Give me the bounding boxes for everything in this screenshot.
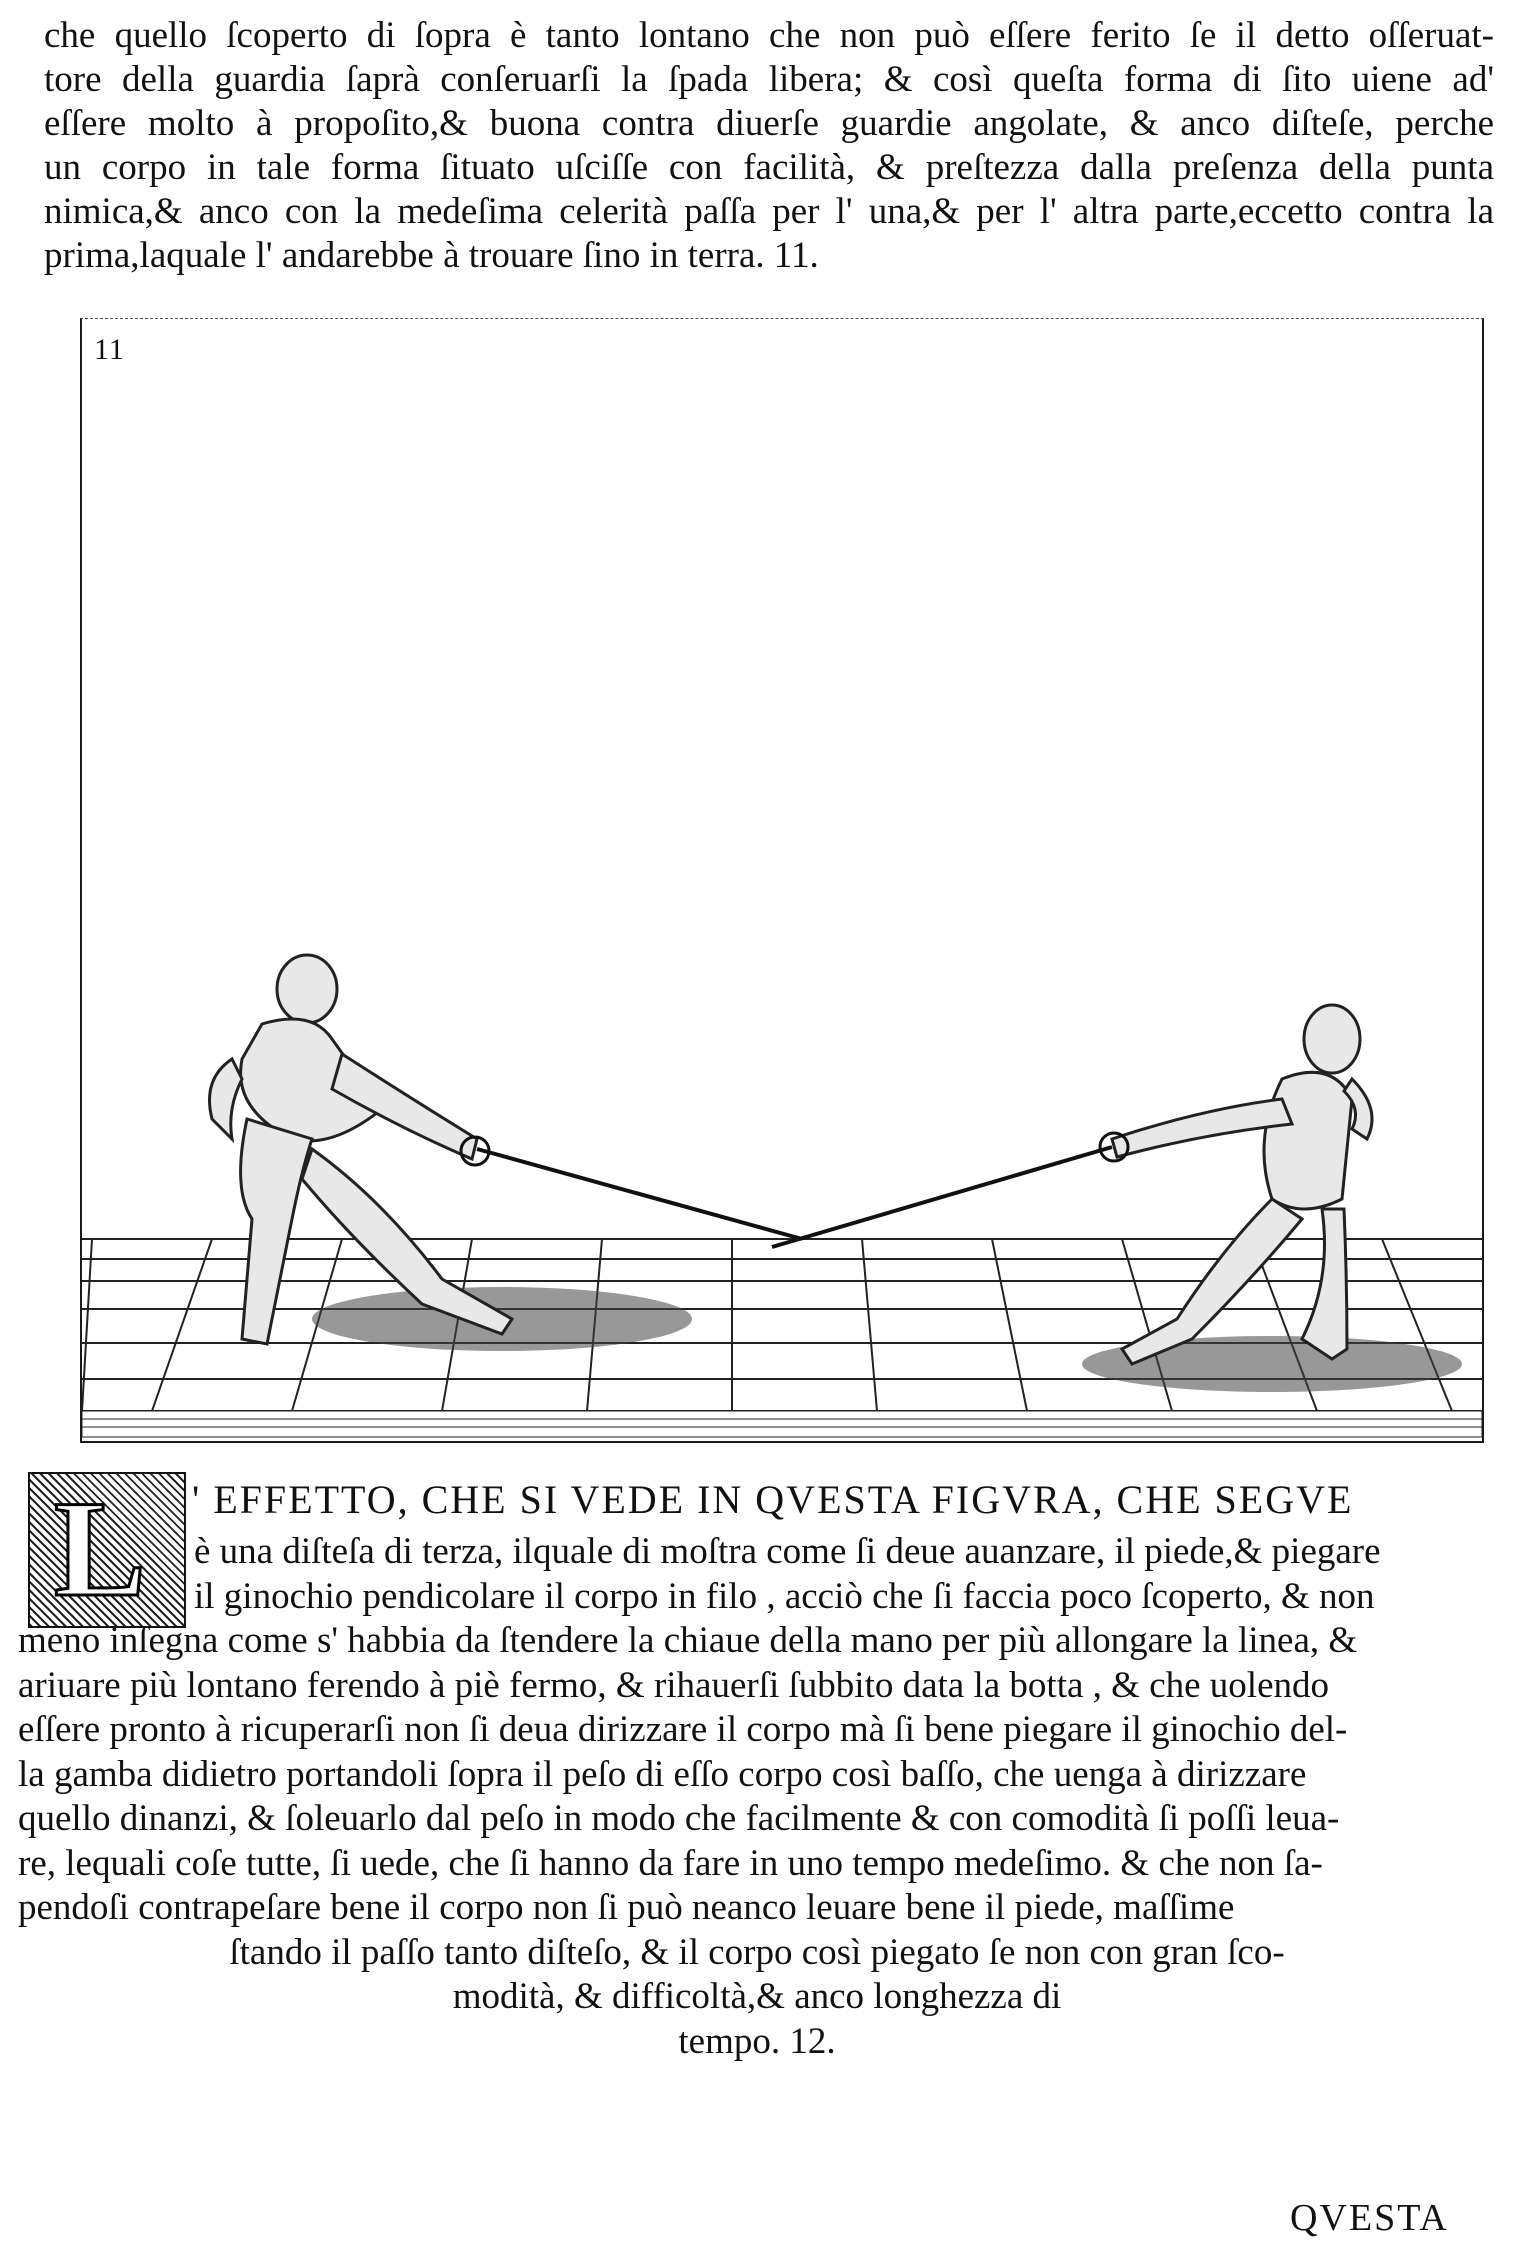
text-line: eſſere pronto à ricuperarſi non ſi deua dirizzare il corpo mà ſi bene piegare il ginochio del- — [18, 1709, 1348, 1750]
left-fencer — [210, 955, 513, 1344]
text-line: ſtando il paſſo tanto diſteſo, & il corpo così piegato ſe non con gran ſco- — [229, 1931, 1285, 1973]
floor-edge — [82, 1411, 1482, 1437]
body-paragraph — [18, 1530, 1496, 2064]
text-line: il ginochio pendicolare il corpo in filo , acciò che ſi faccia poco ſcoperto, & non — [194, 1575, 1375, 1617]
engraving-plate — [80, 318, 1484, 1443]
text-line: nimica,& anco con la medeſima celerità paſſa per l' una,& per l' altra parte,eccetto contra la — [44, 191, 1494, 232]
text-line: che quello ſcoperto di ſopra è tanto lontano che non può eſſere ferito ſe il detto oſſeruat- — [44, 15, 1494, 56]
right-fencer — [1112, 1005, 1372, 1364]
text-line: tempo. 12. — [678, 2020, 836, 2062]
fencing-illustration — [82, 319, 1482, 1441]
text-line: meno inſegna come s' habbia da ſtendere la chiaue della mano per più allongare la linea, & — [18, 1620, 1358, 1661]
text-line: re, lequali coſe tutte, ſi uede, che ſi hanno da fare in uno tempo medeſimo. & che non ſa- — [18, 1842, 1323, 1884]
text-line: ariuare più lontano ferendo à piè fermo, & rihauerſi ſubbito data la botta , & che uolendo — [18, 1664, 1329, 1706]
initial-letter: L — [54, 1472, 147, 1625]
text-line: un corpo in tale forma ſituato uſciſſe con facilità, & preſtezza dalla preſenza della punta — [44, 147, 1494, 188]
text-line: tore della guardia ſaprà conſeruarſi la ſpada libera; & così queſta forma di ſito uiene ad' — [44, 59, 1494, 100]
text-line: la gamba didietro portandoli ſopra il peſo di eſſo corpo così baſſo, che uenga à dirizzare — [18, 1753, 1307, 1795]
text-line: modità, & difficoltà,& anco longhezza di — [452, 1976, 1062, 2017]
text-line: pendoſi contrapeſare bene il corpo non ſi può neanco leuare bene il piede, maſſime — [18, 1887, 1235, 1928]
top-paragraph — [44, 14, 1494, 278]
text-line: quello dinanzi, & ſoleuarlo dal peſo in modo che facilmente & con comodità ſi poſſi leua- — [18, 1798, 1340, 1839]
crossed-swords — [461, 1133, 1128, 1247]
section-heading: ' EFFETTO, CHE SI VEDE IN QVESTA FIGVRA, CHE SEGVE — [192, 1477, 1354, 1522]
text-line: è una diſteſa di terza, ilquale di moſtra come ſi deue auanzare, il piede,& piegare — [194, 1531, 1381, 1572]
plate-number: 11 — [94, 333, 125, 366]
text-line: prima,laquale l' andarebbe à trouare ſino in terra. 11. — [44, 235, 819, 276]
catchword: QVESTA — [1290, 2197, 1449, 2239]
text-line: eſſere molto à propoſito,& buona contra diuerſe guardie angolate, & anco diſteſe, perche — [44, 103, 1494, 144]
